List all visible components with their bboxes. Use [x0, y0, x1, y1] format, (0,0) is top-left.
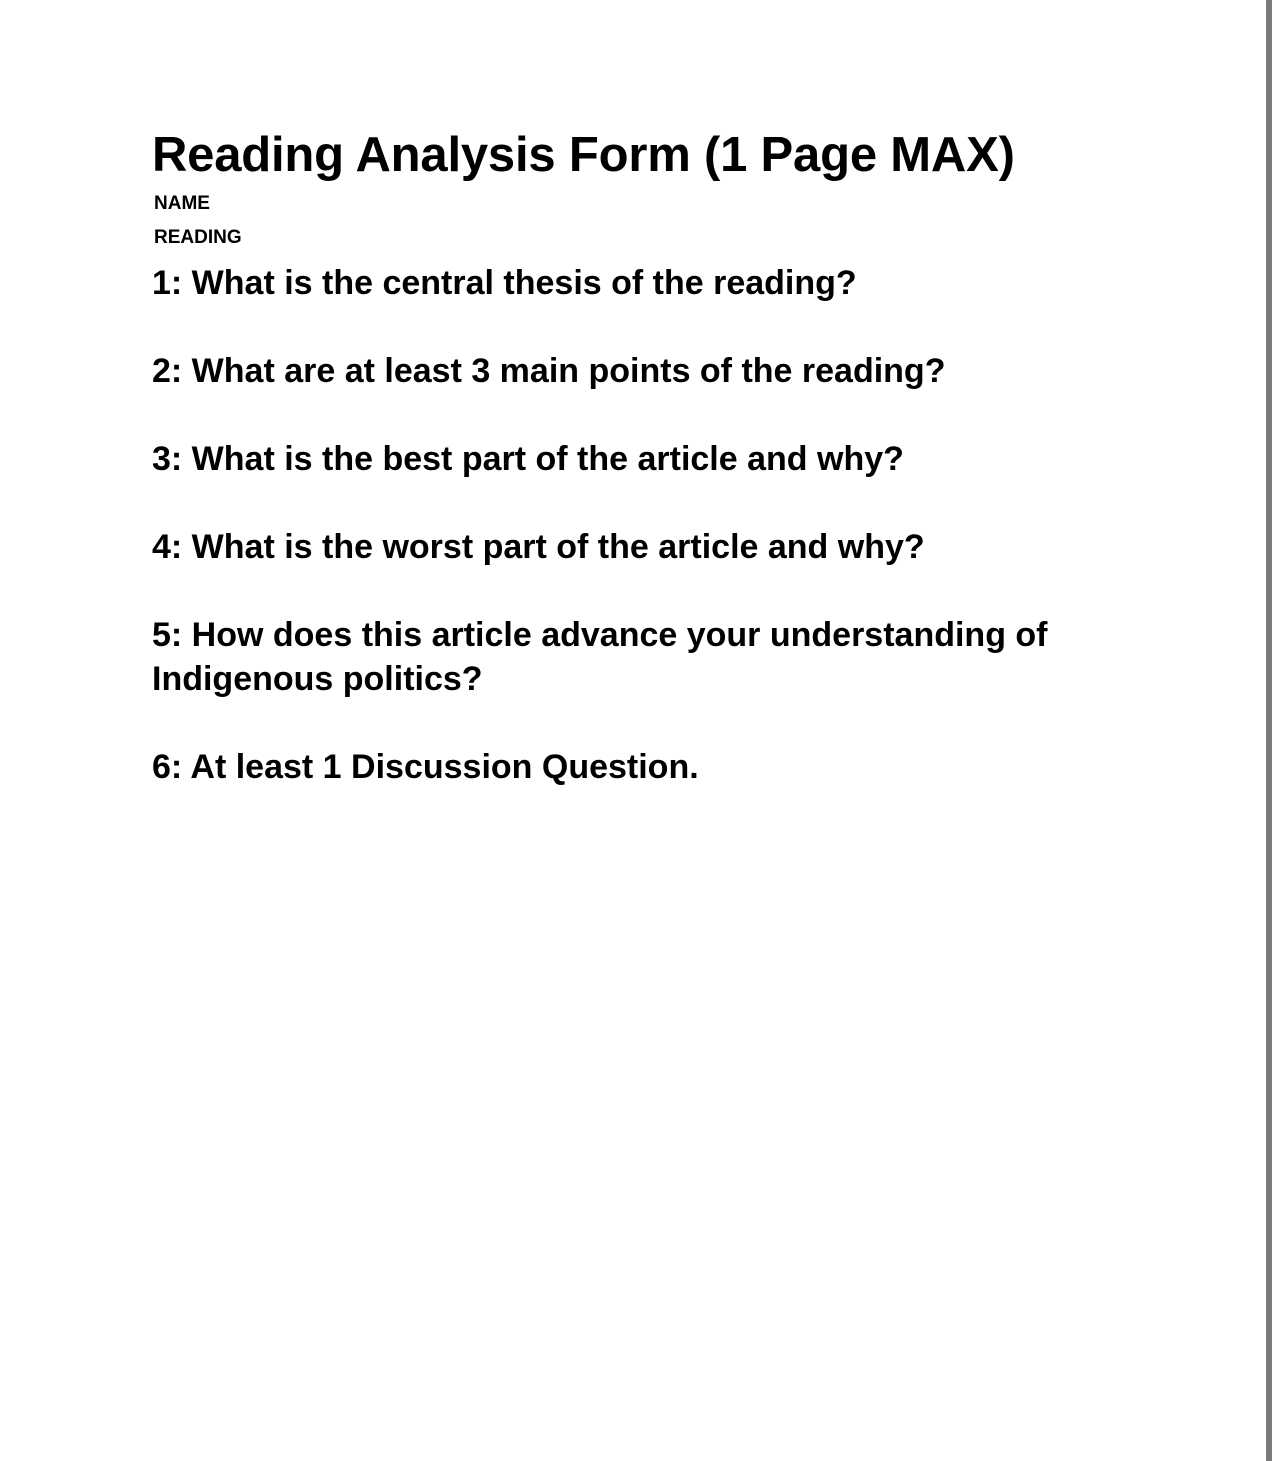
- page-edge-divider: [1266, 0, 1272, 1461]
- name-field-label: NAME: [154, 193, 210, 214]
- question-4: 4: What is the worst part of the article and why?: [152, 528, 925, 566]
- question-1: 1: What is the central thesis of the reading?: [152, 264, 857, 302]
- reading-field-label: READING: [154, 227, 242, 248]
- question-list: [152, 261, 1152, 789]
- question-5: 5: How does this article advance your understanding of Indigenous politics?: [152, 616, 1048, 698]
- question-2: 2: What are at least 3 main points of the reading?: [152, 352, 946, 390]
- question-3: 3: What is the best part of the article and why?: [152, 440, 904, 478]
- document-title: Reading Analysis Form (1 Page MAX): [152, 128, 1015, 182]
- document-content: [152, 126, 1152, 833]
- question-6: 6: At least 1 Discussion Question.: [152, 748, 699, 786]
